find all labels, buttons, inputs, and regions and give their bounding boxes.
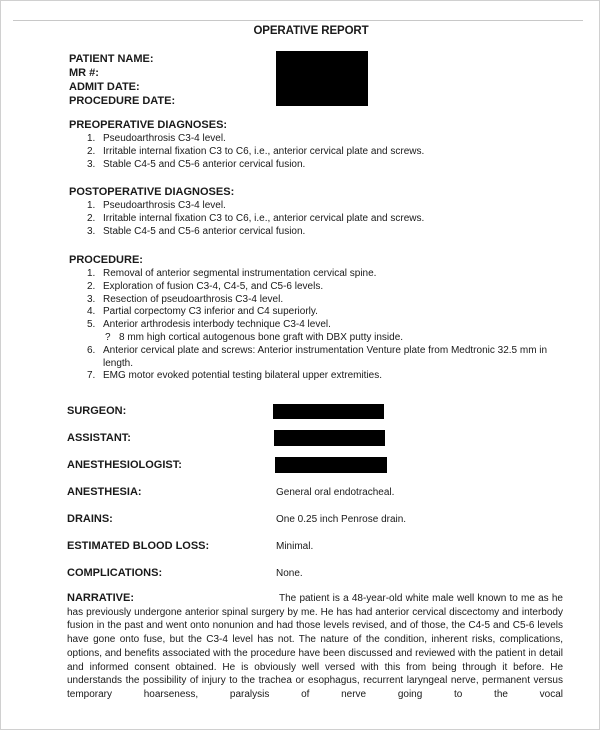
procedure-date-label: PROCEDURE DATE: [69, 95, 176, 107]
list-subitem: ? 8 mm high cortical autogenous bone graft with DBX putty inside. [105, 331, 404, 343]
complications-value: None. [276, 568, 303, 579]
list-item: 1. Pseudoarthrosis C3-4 level. [87, 133, 226, 144]
list-item: 1. Removal of anterior segmental instrumentation cervical spine. [87, 268, 377, 279]
patient-header-labels [69, 52, 175, 108]
top-divider [13, 20, 583, 21]
redacted-anesthesiologist [275, 457, 387, 473]
redacted-assistant [274, 430, 385, 446]
list-item: 2. Irritable internal fixation C3 to C6, i.e., anterior cervical plate and screws. [87, 145, 425, 157]
narrative-section [67, 592, 563, 702]
drains-label: DRAINS: [67, 513, 113, 525]
list-item: 4. Partial corpectomy C3 inferior and C4 superiorly. [87, 306, 318, 318]
complications-label: COMPLICATIONS: [67, 567, 163, 579]
estimated-blood-loss-value: Minimal. [276, 541, 314, 552]
document-title: OPERATIVE REPORT [253, 25, 369, 37]
anesthesiologist-label: ANESTHESIOLOGIST: [67, 459, 182, 471]
anesthesia-label: ANESTHESIA: [67, 486, 142, 498]
estimated-blood-loss-label: ESTIMATED BLOOD LOSS: [67, 540, 210, 552]
assistant-label: ASSISTANT: [67, 432, 131, 444]
list-item: 1. Pseudoarthrosis C3-4 level. [87, 200, 226, 211]
narrative-label: NARRATIVE: [67, 592, 135, 604]
redacted-patient-info [276, 51, 368, 106]
redacted-surgeon [273, 404, 384, 419]
procedure-heading: PROCEDURE: [69, 254, 143, 266]
preoperative-list [87, 133, 424, 171]
list-item: 3. Stable C4-5 and C5-6 anterior cervical fusion. [87, 225, 306, 237]
procedure-list [87, 268, 573, 383]
postoperative-heading: POSTOPERATIVE DIAGNOSES: [69, 186, 235, 198]
list-item: 5. Anterior arthrodesis interbody technique C3-4 level. [87, 319, 331, 331]
surgeon-label: SURGEON: [67, 405, 127, 417]
patient-name-label: PATIENT NAME: [69, 53, 154, 65]
list-item: 2. Exploration of fusion C3-4, C4-5, and C5-6 levels. [87, 280, 324, 292]
admit-date-label: ADMIT DATE: [69, 81, 140, 93]
drains-value: One 0.25 inch Penrose drain. [276, 514, 407, 525]
anesthesia-value: General oral endotracheal. [276, 487, 395, 498]
narrative-text: The patient is a 48-year-old white male well known to me as he has previously undergone anterior spinal surgery by me. He has had anterior cervical discectomy and interbody fusion in the past and went onto nonunion and had those levels revised, and of those, the C4-5 and C5-6 levels have gone onto fuse, but the C3-4 level has not. The nature of the condition, inherent risks, complications, options, and benefits associated with the procedure have been discussed and reviewed with the patient in detail and informed consent obtained. He is obviously well versed with this from being through it before. He understands the possibility of injury to the trachea or esophagus, recurrent laryngeal nerve, permanent versus temporary hoarseness, paralysis of nerve going to the vocal [67, 593, 563, 700]
preoperative-heading: PREOPERATIVE DIAGNOSES: [69, 119, 228, 131]
mr-number-label: MR #: [69, 67, 99, 79]
list-item: 6. Anterior cervical plate and screws: Anterior instrumentation Venture plate from Medtronic 32.5 mm in length. [87, 344, 548, 369]
list-item: 3. Stable C4-5 and C5-6 anterior cervical fusion. [87, 158, 306, 170]
list-item: 3. Resection of pseudoarthrosis C3-4 level. [87, 293, 284, 305]
postoperative-list [87, 200, 424, 238]
list-item: 7. EMG motor evoked potential testing bilateral upper extremities. [87, 370, 383, 382]
list-item: 2. Irritable internal fixation C3 to C6, i.e., anterior cervical plate and screws. [87, 212, 425, 224]
